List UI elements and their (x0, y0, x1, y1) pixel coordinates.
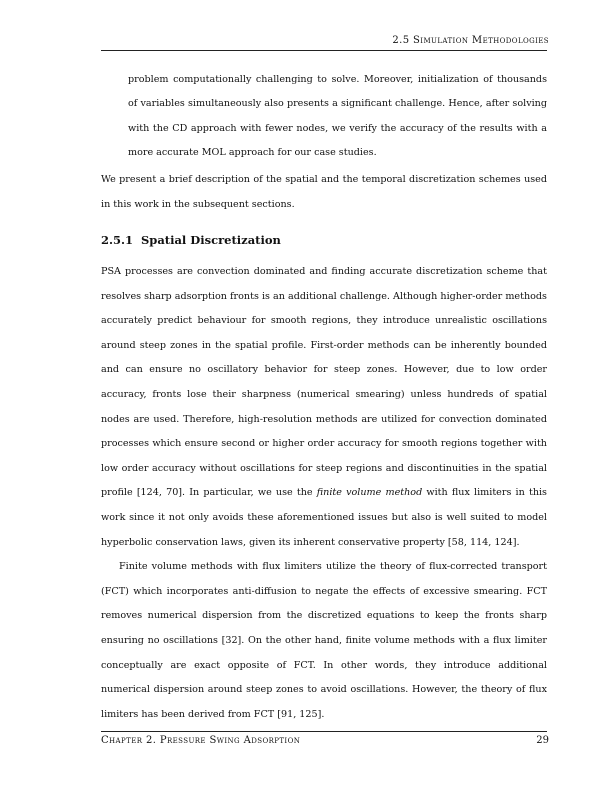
paragraph-2: Finite volume methods with flux limiters utilize the theory of flux-corrected transport (FCT) which incorporates anti-diffusion to negate the effects of excessive smearing. FCT removes numerical dispersion from the discretized equations to keep the fronts sharp ensuring no oscillations [32]. On the other hand, finite volume methods with a flux limiter conceptually are exact opposite of FCT. In other words, they introduce additional numerical dispersion around steep zones to avoid oscillations. However, the theory of flux limiters has been derived from FCT [91, 125]. (101, 561, 547, 720)
intro-paragraph-text: We present a brief description of the spatial and the temporal discretization schemes used in this work in the subsequent sections. (101, 174, 547, 210)
body-paragraphs (101, 260, 547, 727)
running-header-title: 2.5 Simulation Methodologies (392, 35, 549, 46)
quote-text: problem computationally challenging to solve. Moreover, initialization of thousands of variables simultaneously also presents a significant challenge. Hence, after solving with the CD approach with fewer nodes, we verify the accuracy of the results with a more accurate MOL approach for our case studies. (128, 73, 547, 159)
intro-paragraph (101, 168, 547, 217)
footer-chapter-title: Chapter 2. Pressure Swing Adsorption (101, 735, 301, 746)
footer-rule (101, 731, 547, 732)
paragraph-1-text-a: PSA processes are convection dominated and finding accurate discretization scheme that resolves sharp adsorption fronts is an additional challenge. Although higher-order methods accurately predict behaviour for smooth regions, they introduce unrealistic oscillations around steep zones in the spatial profile. First-order methods can be inherently bounded and can ensure no oscillatory behavior for steep zones. However, due to low order accuracy, fronts lose their sharpness (numerical smearing) unless hundreds of spatial nodes are used. Therefore, high-resolution methods are utilized for convection dominated processes which ensure second or higher order accuracy for smooth regions together with low order accuracy without oscillations for steep regions and discontinuities in the spatial profile [124, 70]. In particular, we use the (101, 266, 547, 499)
section-number: 2.5.1 (101, 233, 134, 247)
paragraph-1-emphasis: finite volume method (316, 487, 423, 499)
section-title: Spatial Discretization (141, 233, 281, 247)
paragraph-1-text-b: with flux limiters in this work since it not only avoids these aforementioned issues but also is well suited to model hyperbolic conservation laws, given its inherent conservative property [58, 114, 124]. (101, 487, 547, 548)
page-number: 29 (536, 735, 549, 746)
indented-quote-block (128, 58, 547, 176)
paragraph-1 (101, 260, 547, 555)
section-heading (101, 233, 281, 247)
header-rule (101, 50, 547, 51)
